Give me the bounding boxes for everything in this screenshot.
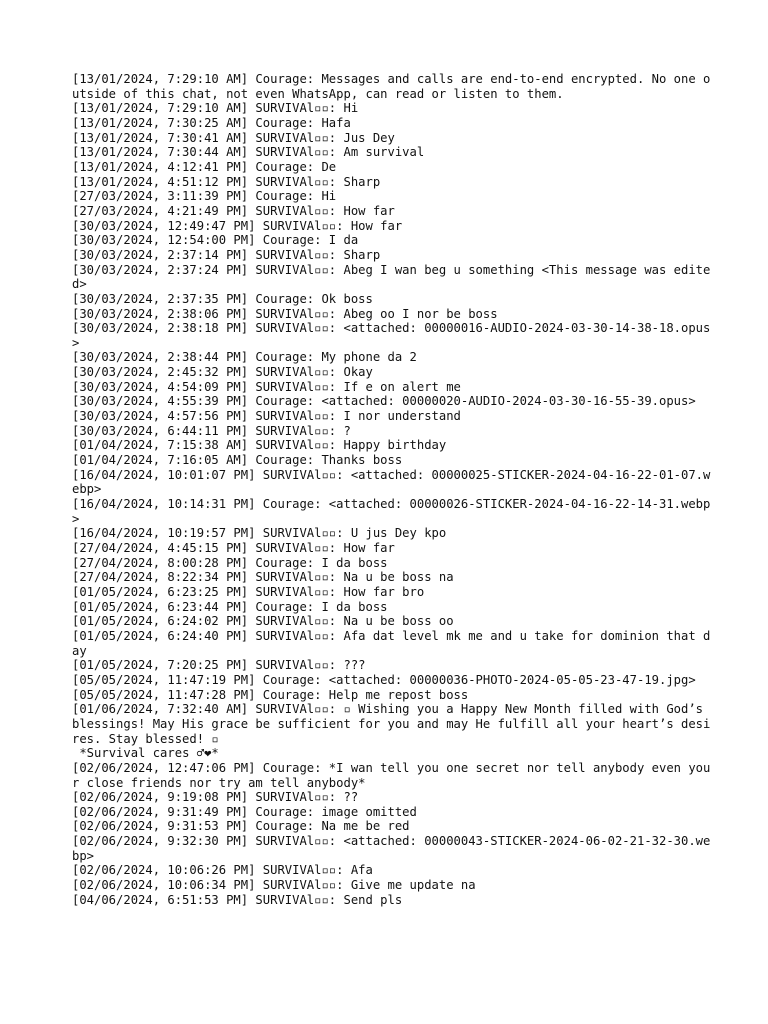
chat-line: [16/04/2024, 10:19:57 PM] SURVIVAl▫▫: U jus Dey kpo xyxy=(72,526,447,541)
chat-line: [13/01/2024, 7:29:10 AM] Courage: Messages and calls are end-to-end encrypted. No one outside of this chat, not even WhatsApp, can read or listen to them. xyxy=(72,72,711,101)
chat-line: [01/06/2024, 7:32:40 AM] SURVIVAl▫▫: ▫ Wishing you a Happy New Month filled with God’s blessings! May His grace be sufficient for you and may He fulfill all your heart’s desires. Stay blessed! ▫ xyxy=(72,702,711,746)
chat-line: [13/01/2024, 7:29:10 AM] SURVIVAl▫▫: Hi xyxy=(72,101,359,116)
chat-line: [05/05/2024, 11:47:28 PM] Courage: Help me repost boss xyxy=(72,687,469,702)
chat-line: [30/03/2024, 2:37:14 PM] SURVIVAl▫▫: Sharp xyxy=(72,247,381,262)
chat-line: [01/05/2024, 6:23:25 PM] SURVIVAl▫▫: How far bro xyxy=(72,584,425,599)
chat-line: [01/05/2024, 7:20:25 PM] SURVIVAl▫▫: ??? xyxy=(72,658,366,673)
chat-line: [02/06/2024, 9:32:30 PM] SURVIVAl▫▫: <attached: 00000043-STICKER-2024-06-02-21-32-30.webp> xyxy=(72,834,711,863)
chat-line: [13/01/2024, 7:30:44 AM] SURVIVAl▫▫: Am survival xyxy=(72,145,425,160)
chat-line: [27/04/2024, 8:00:28 PM] Courage: I da boss xyxy=(72,555,388,570)
chat-line: [13/01/2024, 4:51:12 PM] SURVIVAl▫▫: Sharp xyxy=(72,174,381,189)
chat-line: [30/03/2024, 6:44:11 PM] SURVIVAl▫▫: ? xyxy=(72,423,351,438)
chat-line: [27/03/2024, 3:11:39 PM] Courage: Hi xyxy=(72,189,337,204)
chat-line: [30/03/2024, 2:38:06 PM] SURVIVAl▫▫: Abeg oo I nor be boss xyxy=(72,306,498,321)
chat-line: [27/04/2024, 8:22:34 PM] SURVIVAl▫▫: Na u be boss na xyxy=(72,570,454,585)
chat-line: [30/03/2024, 2:38:44 PM] Courage: My phone da 2 xyxy=(72,350,417,365)
chat-line: [04/06/2024, 6:51:53 PM] SURVIVAl▫▫: Send pls xyxy=(72,892,403,907)
chat-line: [13/01/2024, 4:12:41 PM] Courage: De xyxy=(72,159,337,174)
chat-line: [30/03/2024, 4:57:56 PM] SURVIVAl▫▫: I nor understand xyxy=(72,409,461,424)
chat-line: [13/01/2024, 7:30:41 AM] SURVIVAl▫▫: Jus Dey xyxy=(72,130,395,145)
chat-line: [13/01/2024, 7:30:25 AM] Courage: Hafa xyxy=(72,115,351,130)
chat-line: [30/03/2024, 2:37:24 PM] SURVIVAl▫▫: Abeg I wan beg u something <This message was edited> xyxy=(72,262,711,292)
chat-line: [02/06/2024, 9:31:53 PM] Courage: Na me be red xyxy=(72,819,410,834)
chat-line: [27/04/2024, 4:45:15 PM] SURVIVAl▫▫: How far xyxy=(72,541,395,555)
chat-line: [30/03/2024, 2:38:18 PM] SURVIVAl▫▫: <attached: 00000016-AUDIO-2024-03-30-14-38-18.opus> xyxy=(72,321,711,350)
chat-line: [02/06/2024, 9:19:08 PM] SURVIVAl▫▫: ?? xyxy=(72,790,359,805)
chat-line: [30/03/2024, 12:49:47 PM] SURVIVAl▫▫: How far xyxy=(72,218,403,233)
chat-line: [02/06/2024, 10:06:34 PM] SURVIVAl▫▫: Give me update na xyxy=(72,878,476,893)
chat-line: [27/03/2024, 4:21:49 PM] SURVIVAl▫▫: How far xyxy=(72,203,395,218)
chat-line: *Survival cares ♂❤* xyxy=(72,746,219,761)
chat-line: [30/03/2024, 4:55:39 PM] Courage: <attached: 00000020-AUDIO-2024-03-30-16-55-39.opus> xyxy=(72,394,696,409)
chat-line: [01/05/2024, 6:23:44 PM] Courage: I da boss xyxy=(72,599,388,614)
chat-line: [16/04/2024, 10:14:31 PM] Courage: <attached: 00000026-STICKER-2024-04-16-22-14-31.webp> xyxy=(72,497,711,526)
chat-line: [02/06/2024, 9:31:49 PM] Courage: image omitted xyxy=(72,804,417,819)
chat-line: [02/06/2024, 12:47:06 PM] Courage: *I wan tell you one secret nor tell anybody even your close friends nor try am tell anybody* xyxy=(72,760,711,790)
chat-line: [30/03/2024, 12:54:00 PM] Courage: I da xyxy=(72,233,359,248)
chat-line: [01/05/2024, 6:24:40 PM] SURVIVAl▫▫: Afa dat level mk me and u take for dominion that day xyxy=(72,628,711,658)
chat-line: [01/05/2024, 6:24:02 PM] SURVIVAl▫▫: Na u be boss oo xyxy=(72,614,454,629)
chat-line: [16/04/2024, 10:01:07 PM] SURVIVAl▫▫: <attached: 00000025-STICKER-2024-04-16-22-01-07.webp> xyxy=(72,467,711,497)
chat-line: [30/03/2024, 2:37:35 PM] Courage: Ok boss xyxy=(72,291,373,306)
chat-line: [30/03/2024, 2:45:32 PM] SURVIVAl▫▫: Okay xyxy=(72,365,373,380)
chat-line: [30/03/2024, 4:54:09 PM] SURVIVAl▫▫: If e on alert me xyxy=(72,379,461,394)
chat-line: [02/06/2024, 10:06:26 PM] SURVIVAl▫▫: Afa xyxy=(72,863,373,878)
chat-line: [01/04/2024, 7:16:05 AM] Courage: Thanks boss xyxy=(72,453,403,468)
chat-line: [05/05/2024, 11:47:19 PM] Courage: <attached: 00000036-PHOTO-2024-05-05-23-47-19.jpg> xyxy=(72,672,696,687)
chat-line: [01/04/2024, 7:15:38 AM] SURVIVAl▫▫: Happy birthday xyxy=(72,438,447,453)
chat-transcript xyxy=(72,72,712,907)
